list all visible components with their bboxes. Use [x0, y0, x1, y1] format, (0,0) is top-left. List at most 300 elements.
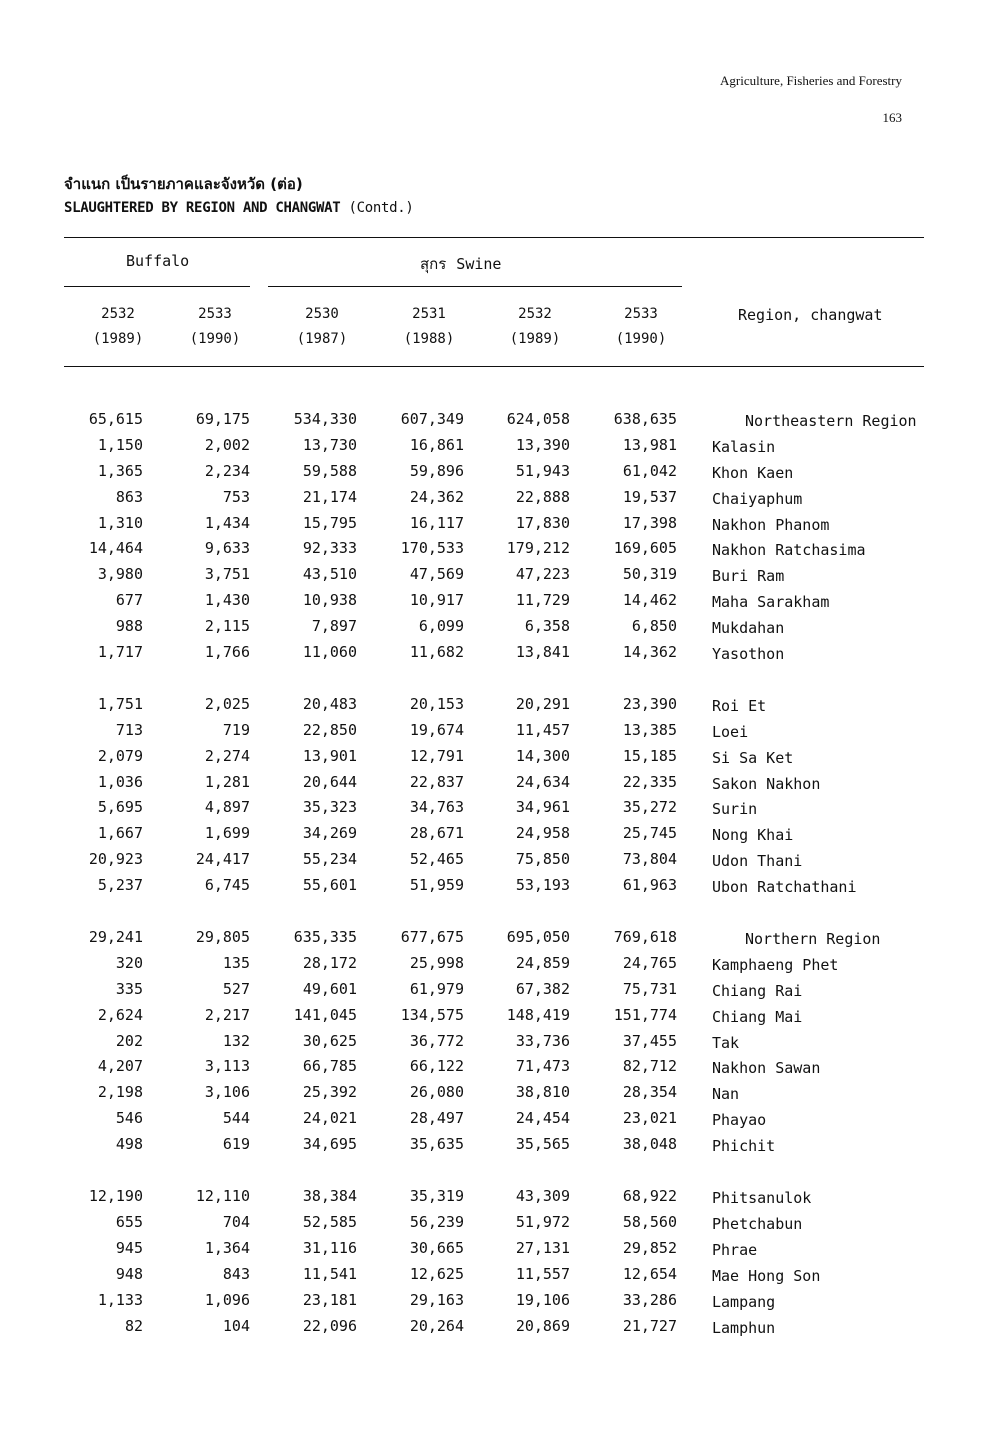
- cell-value: 34,763: [409, 798, 464, 817]
- cell-value: 10,938: [302, 591, 357, 610]
- cell-value: 29,163: [409, 1290, 464, 1309]
- table-row: [0, 820, 990, 846]
- region-total-row: [0, 924, 990, 950]
- cell-value: 2,115: [204, 617, 250, 636]
- cell-value: 1,667: [97, 824, 143, 843]
- cell-value: 14,362: [622, 643, 677, 662]
- changwat-name: Phetchabun: [712, 1214, 803, 1233]
- cell-value: 69,175: [195, 410, 250, 428]
- cell-value: 15,795: [302, 513, 357, 532]
- table-row: [0, 432, 990, 458]
- cell-value: 170,533: [400, 539, 464, 558]
- cell-value: 53,193: [515, 876, 570, 895]
- cell-value: 1,430: [204, 591, 250, 610]
- cell-value: 1,699: [204, 824, 250, 843]
- cell-value: 769,618: [613, 928, 677, 947]
- cell-value: 527: [222, 979, 250, 998]
- cell-value: 24,362: [409, 487, 464, 506]
- year-header-ad: (1988): [403, 331, 455, 347]
- cell-value: 11,557: [515, 1264, 570, 1283]
- cell-value: 59,896: [409, 461, 464, 480]
- changwat-name: Maha Sarakham: [712, 593, 830, 612]
- changwat-name: Mae Hong Son: [712, 1266, 821, 1285]
- cell-value: 695,050: [506, 928, 570, 947]
- cell-value: 20,644: [302, 772, 357, 791]
- cell-value: 43,510: [302, 565, 357, 584]
- year-header-3: [282, 302, 362, 352]
- changwat-name: Si Sa Ket: [712, 748, 794, 767]
- cell-value: 534,330: [293, 410, 357, 428]
- cell-value: 3,113: [204, 1057, 250, 1076]
- table-row: [0, 613, 990, 639]
- cell-value: 13,841: [515, 643, 570, 662]
- table-row: [0, 691, 990, 717]
- changwat-name: Phichit: [712, 1137, 776, 1156]
- cell-value: 20,264: [409, 1316, 464, 1335]
- changwat-name: Phitsanulok: [712, 1189, 812, 1208]
- table-title-contd: (Contd.): [348, 200, 414, 216]
- cell-value: 14,300: [515, 746, 570, 765]
- table-row: [0, 1105, 990, 1131]
- region-column-header: Region, changwat: [738, 306, 883, 324]
- cell-value: 5,695: [97, 798, 143, 817]
- cell-value: 35,272: [622, 798, 677, 817]
- cell-value: 23,021: [622, 1109, 677, 1128]
- changwat-name: Phrae: [712, 1240, 758, 1259]
- cell-value: 544: [222, 1109, 250, 1128]
- group-spacer: [0, 1157, 990, 1183]
- cell-value: 19,537: [622, 487, 677, 506]
- cell-value: 1,434: [204, 513, 250, 532]
- cell-value: 35,565: [515, 1135, 570, 1154]
- table-row: [0, 535, 990, 561]
- cell-value: 16,117: [409, 513, 464, 532]
- cell-value: 1,150: [97, 435, 143, 454]
- cell-value: 11,541: [302, 1264, 357, 1283]
- changwat-name: Chaiyaphum: [712, 489, 803, 508]
- cell-value: 24,454: [515, 1109, 570, 1128]
- year-header-ad: (1990): [189, 331, 241, 347]
- cell-value: 28,497: [409, 1109, 464, 1128]
- changwat-name: Buri Ram: [712, 567, 785, 586]
- table-title-english: [64, 200, 414, 216]
- swine-header: [420, 252, 501, 276]
- cell-value: 20,483: [302, 694, 357, 713]
- changwat-name: Tak: [712, 1033, 740, 1052]
- cell-value: 11,060: [302, 643, 357, 662]
- cell-value: 24,765: [622, 953, 677, 972]
- cell-value: 68,922: [622, 1187, 677, 1206]
- cell-value: 24,958: [515, 824, 570, 843]
- cell-value: 22,096: [302, 1316, 357, 1335]
- cell-value: 945: [115, 1238, 143, 1257]
- cell-value: 22,335: [622, 772, 677, 791]
- cell-value: 843: [222, 1264, 250, 1283]
- cell-value: 1,717: [97, 643, 143, 662]
- table-row: [0, 1209, 990, 1235]
- cell-value: 2,274: [204, 746, 250, 765]
- changwat-name: Khon Kaen: [712, 463, 794, 482]
- table-row: [0, 872, 990, 898]
- year-header-ad: (1989): [92, 331, 144, 347]
- changwat-name: Kamphaeng Phet: [712, 955, 839, 974]
- cell-value: 61,963: [622, 876, 677, 895]
- cell-value: 49,601: [302, 979, 357, 998]
- cell-value: 61,042: [622, 461, 677, 480]
- table-row: [0, 1053, 990, 1079]
- cell-value: 1,036: [97, 772, 143, 791]
- cell-value: 13,385: [622, 720, 677, 739]
- changwat-name: Chiang Rai: [712, 981, 803, 1000]
- cell-value: 1,133: [97, 1290, 143, 1309]
- table-row: [0, 950, 990, 976]
- cell-value: 104: [222, 1316, 250, 1335]
- cell-value: 6,099: [418, 617, 464, 636]
- changwat-name: Lamphun: [712, 1318, 776, 1337]
- cell-value: 320: [115, 953, 143, 972]
- year-header-thai: 2533: [624, 306, 658, 322]
- cell-value: 677: [115, 591, 143, 610]
- table-row: [0, 587, 990, 613]
- cell-value: 19,674: [409, 720, 464, 739]
- cell-value: 29,852: [622, 1238, 677, 1257]
- year-header-thai: 2532: [101, 306, 135, 322]
- table-body: [0, 406, 990, 1338]
- year-header-6: [601, 302, 681, 352]
- cell-value: 47,223: [515, 565, 570, 584]
- cell-value: 82: [124, 1316, 143, 1335]
- cell-value: 335: [115, 979, 143, 998]
- cell-value: 638,635: [613, 410, 677, 428]
- changwat-name: Loei: [712, 722, 749, 741]
- cell-value: 19,106: [515, 1290, 570, 1309]
- cell-value: 2,217: [204, 1005, 250, 1024]
- year-header-thai: 2530: [305, 306, 339, 322]
- table-row: [0, 561, 990, 587]
- table-row: [0, 1131, 990, 1157]
- cell-value: 34,269: [302, 824, 357, 843]
- changwat-name: Kalasin: [712, 437, 776, 456]
- cell-value: 2,624: [97, 1005, 143, 1024]
- cell-value: 17,398: [622, 513, 677, 532]
- cell-value: 37,455: [622, 1031, 677, 1050]
- cell-value: 713: [115, 720, 143, 739]
- table-row: [0, 510, 990, 536]
- table-row: [0, 1313, 990, 1339]
- changwat-name: Nong Khai: [712, 826, 794, 845]
- cell-value: 52,585: [302, 1212, 357, 1231]
- cell-value: 24,634: [515, 772, 570, 791]
- cell-value: 61,979: [409, 979, 464, 998]
- cell-value: 56,239: [409, 1212, 464, 1231]
- year-header-2: [175, 302, 255, 352]
- cell-value: 47,569: [409, 565, 464, 584]
- cell-value: 151,774: [613, 1005, 677, 1024]
- page-number: 163: [882, 110, 902, 125]
- cell-value: 23,390: [622, 694, 677, 713]
- cell-value: 9,633: [204, 539, 250, 558]
- cell-value: 33,736: [515, 1031, 570, 1050]
- year-header-4: [389, 302, 469, 352]
- changwat-name: Chiang Mai: [712, 1007, 803, 1026]
- table-row: [0, 1183, 990, 1209]
- cell-value: 28,172: [302, 953, 357, 972]
- cell-value: 12,654: [622, 1264, 677, 1283]
- cell-value: 22,850: [302, 720, 357, 739]
- cell-value: 3,980: [97, 565, 143, 584]
- year-header-ad: (1987): [296, 331, 348, 347]
- year-header-ad: (1989): [509, 331, 561, 347]
- year-header-1: [78, 302, 158, 352]
- cell-value: 73,804: [622, 850, 677, 869]
- cell-value: 20,923: [88, 850, 143, 869]
- cell-value: 14,462: [622, 591, 677, 610]
- cell-value: 25,392: [302, 1083, 357, 1102]
- cell-value: 15,185: [622, 746, 677, 765]
- cell-value: 29,241: [88, 928, 143, 947]
- cell-value: 13,730: [302, 435, 357, 454]
- cell-value: 1,364: [204, 1238, 250, 1257]
- cell-value: 28,671: [409, 824, 464, 843]
- cell-value: 1,096: [204, 1290, 250, 1309]
- cell-value: 51,972: [515, 1212, 570, 1231]
- cell-value: 20,153: [409, 694, 464, 713]
- table-row: [0, 458, 990, 484]
- cell-value: 52,465: [409, 850, 464, 869]
- region-name: Northern Region: [745, 930, 881, 949]
- table-row: [0, 1235, 990, 1261]
- cell-value: 25,998: [409, 953, 464, 972]
- cell-value: 59,588: [302, 461, 357, 480]
- cell-value: 11,457: [515, 720, 570, 739]
- cell-value: 24,417: [195, 850, 250, 869]
- cell-value: 619: [222, 1135, 250, 1154]
- year-header-5: [495, 302, 575, 352]
- cell-value: 1,751: [97, 694, 143, 713]
- cell-value: 7,897: [311, 617, 357, 636]
- table-row: [0, 794, 990, 820]
- cell-value: 21,727: [622, 1316, 677, 1335]
- cell-value: 12,110: [195, 1187, 250, 1206]
- cell-value: 28,354: [622, 1083, 677, 1102]
- cell-value: 132: [222, 1031, 250, 1050]
- table-row: [0, 1261, 990, 1287]
- cell-value: 863: [115, 487, 143, 506]
- region-total-row: [0, 406, 990, 432]
- table-row: [0, 976, 990, 1002]
- cell-value: 1,365: [97, 461, 143, 480]
- swine-header-thai: สุกร: [420, 255, 447, 273]
- cell-value: 38,384: [302, 1187, 357, 1206]
- cell-value: 2,079: [97, 746, 143, 765]
- cell-value: 71,473: [515, 1057, 570, 1076]
- cell-value: 20,869: [515, 1316, 570, 1335]
- table-row: [0, 639, 990, 665]
- table-row: [0, 846, 990, 872]
- cell-value: 135: [222, 953, 250, 972]
- cell-value: 13,390: [515, 435, 570, 454]
- cell-value: 22,837: [409, 772, 464, 791]
- cell-value: 498: [115, 1135, 143, 1154]
- cell-value: 23,181: [302, 1290, 357, 1309]
- running-head: Agriculture, Fisheries and Forestry: [720, 73, 902, 88]
- cell-value: 13,901: [302, 746, 357, 765]
- cell-value: 3,106: [204, 1083, 250, 1102]
- cell-value: 75,850: [515, 850, 570, 869]
- cell-value: 704: [222, 1212, 250, 1231]
- cell-value: 546: [115, 1109, 143, 1128]
- year-header-thai: 2531: [412, 306, 446, 322]
- cell-value: 92,333: [302, 539, 357, 558]
- cell-value: 11,682: [409, 643, 464, 662]
- changwat-name: Nakhon Phanom: [712, 515, 830, 534]
- cell-value: 148,419: [506, 1005, 570, 1024]
- changwat-name: Mukdahan: [712, 619, 785, 638]
- cell-value: 624,058: [506, 410, 570, 428]
- cell-value: 2,198: [97, 1083, 143, 1102]
- year-header-ad: (1990): [615, 331, 667, 347]
- changwat-name: Roi Et: [712, 696, 767, 715]
- cell-value: 26,080: [409, 1083, 464, 1102]
- cell-value: 43,309: [515, 1187, 570, 1206]
- cell-value: 141,045: [293, 1005, 357, 1024]
- cell-value: 58,560: [622, 1212, 677, 1231]
- cell-value: 134,575: [400, 1005, 464, 1024]
- cell-value: 25,745: [622, 824, 677, 843]
- buffalo-header: Buffalo: [126, 252, 190, 270]
- cell-value: 2,025: [204, 694, 250, 713]
- table-row: [0, 717, 990, 743]
- changwat-name: Phayao: [712, 1111, 767, 1130]
- cell-value: 2,234: [204, 461, 250, 480]
- cell-value: 948: [115, 1264, 143, 1283]
- table-row: [0, 769, 990, 795]
- year-header-thai: 2533: [198, 306, 232, 322]
- cell-value: 31,116: [302, 1238, 357, 1257]
- changwat-name: Surin: [712, 800, 758, 819]
- cell-value: 169,605: [613, 539, 677, 558]
- cell-value: 4,207: [97, 1057, 143, 1076]
- cell-value: 21,174: [302, 487, 357, 506]
- cell-value: 677,675: [400, 928, 464, 947]
- top-rule: [64, 237, 924, 238]
- cell-value: 24,021: [302, 1109, 357, 1128]
- cell-value: 14,464: [88, 539, 143, 558]
- cell-value: 635,335: [293, 928, 357, 947]
- cell-value: 655: [115, 1212, 143, 1231]
- table-title-thai: จำแนก เป็นรายภาคและจังหวัด (ต่อ): [64, 175, 303, 193]
- cell-value: 753: [222, 487, 250, 506]
- cell-value: 38,810: [515, 1083, 570, 1102]
- cell-value: 38,048: [622, 1135, 677, 1154]
- cell-value: 36,772: [409, 1031, 464, 1050]
- cell-value: 65,615: [88, 410, 143, 428]
- changwat-name: Nakhon Sawan: [712, 1059, 821, 1078]
- cell-value: 1,766: [204, 643, 250, 662]
- cell-value: 1,281: [204, 772, 250, 791]
- swine-header-english: Swine: [456, 255, 502, 273]
- cell-value: 82,712: [622, 1057, 677, 1076]
- swine-group-rule: [268, 286, 682, 287]
- cell-value: 6,745: [204, 876, 250, 895]
- cell-value: 67,382: [515, 979, 570, 998]
- cell-value: 29,805: [195, 928, 250, 947]
- changwat-name: Lampang: [712, 1292, 776, 1311]
- cell-value: 51,959: [409, 876, 464, 895]
- cell-value: 75,731: [622, 979, 677, 998]
- cell-value: 6,850: [631, 617, 677, 636]
- cell-value: 11,729: [515, 591, 570, 610]
- cell-value: 55,234: [302, 850, 357, 869]
- cell-value: 51,943: [515, 461, 570, 480]
- table-title-english-main: SLAUGHTERED BY REGION AND CHANGWAT: [64, 200, 341, 216]
- cell-value: 24,859: [515, 953, 570, 972]
- table-row: [0, 1287, 990, 1313]
- cell-value: 33,286: [622, 1290, 677, 1309]
- cell-value: 34,961: [515, 798, 570, 817]
- region-name: Northeastern Region: [745, 412, 917, 430]
- group-spacer: [0, 665, 990, 691]
- cell-value: 22,888: [515, 487, 570, 506]
- cell-value: 988: [115, 617, 143, 636]
- table-row: [0, 484, 990, 510]
- cell-value: 16,861: [409, 435, 464, 454]
- changwat-name: Nan: [712, 1085, 740, 1104]
- cell-value: 35,323: [302, 798, 357, 817]
- cell-value: 20,291: [515, 694, 570, 713]
- cell-value: 27,131: [515, 1238, 570, 1257]
- cell-value: 66,785: [302, 1057, 357, 1076]
- changwat-name: Yasothon: [712, 645, 785, 664]
- cell-value: 12,190: [88, 1187, 143, 1206]
- cell-value: 12,625: [409, 1264, 464, 1283]
- cell-value: 3,751: [204, 565, 250, 584]
- changwat-name: Sakon Nakhon: [712, 774, 821, 793]
- year-header-thai: 2532: [518, 306, 552, 322]
- cell-value: 6,358: [524, 617, 570, 636]
- cell-value: 719: [222, 720, 250, 739]
- cell-value: 10,917: [409, 591, 464, 610]
- cell-value: 13,981: [622, 435, 677, 454]
- cell-value: 30,665: [409, 1238, 464, 1257]
- cell-value: 12,791: [409, 746, 464, 765]
- table-row: [0, 1002, 990, 1028]
- table-row: [0, 743, 990, 769]
- cell-value: 35,635: [409, 1135, 464, 1154]
- changwat-name: Udon Thani: [712, 852, 803, 871]
- cell-value: 17,830: [515, 513, 570, 532]
- cell-value: 30,625: [302, 1031, 357, 1050]
- changwat-name: Nakhon Ratchasima: [712, 541, 866, 560]
- cell-value: 55,601: [302, 876, 357, 895]
- changwat-name: Ubon Ratchathani: [712, 878, 857, 897]
- cell-value: 50,319: [622, 565, 677, 584]
- cell-value: 35,319: [409, 1187, 464, 1206]
- cell-value: 2,002: [204, 435, 250, 454]
- table-row: [0, 1028, 990, 1054]
- cell-value: 4,897: [204, 798, 250, 817]
- cell-value: 607,349: [400, 410, 464, 428]
- table-row: [0, 1079, 990, 1105]
- cell-value: 34,695: [302, 1135, 357, 1154]
- header-bottom-rule: [64, 366, 924, 367]
- cell-value: 5,237: [97, 876, 143, 895]
- cell-value: 202: [115, 1031, 143, 1050]
- cell-value: 1,310: [97, 513, 143, 532]
- buffalo-group-rule: [64, 286, 250, 287]
- cell-value: 179,212: [506, 539, 570, 558]
- group-spacer: [0, 898, 990, 924]
